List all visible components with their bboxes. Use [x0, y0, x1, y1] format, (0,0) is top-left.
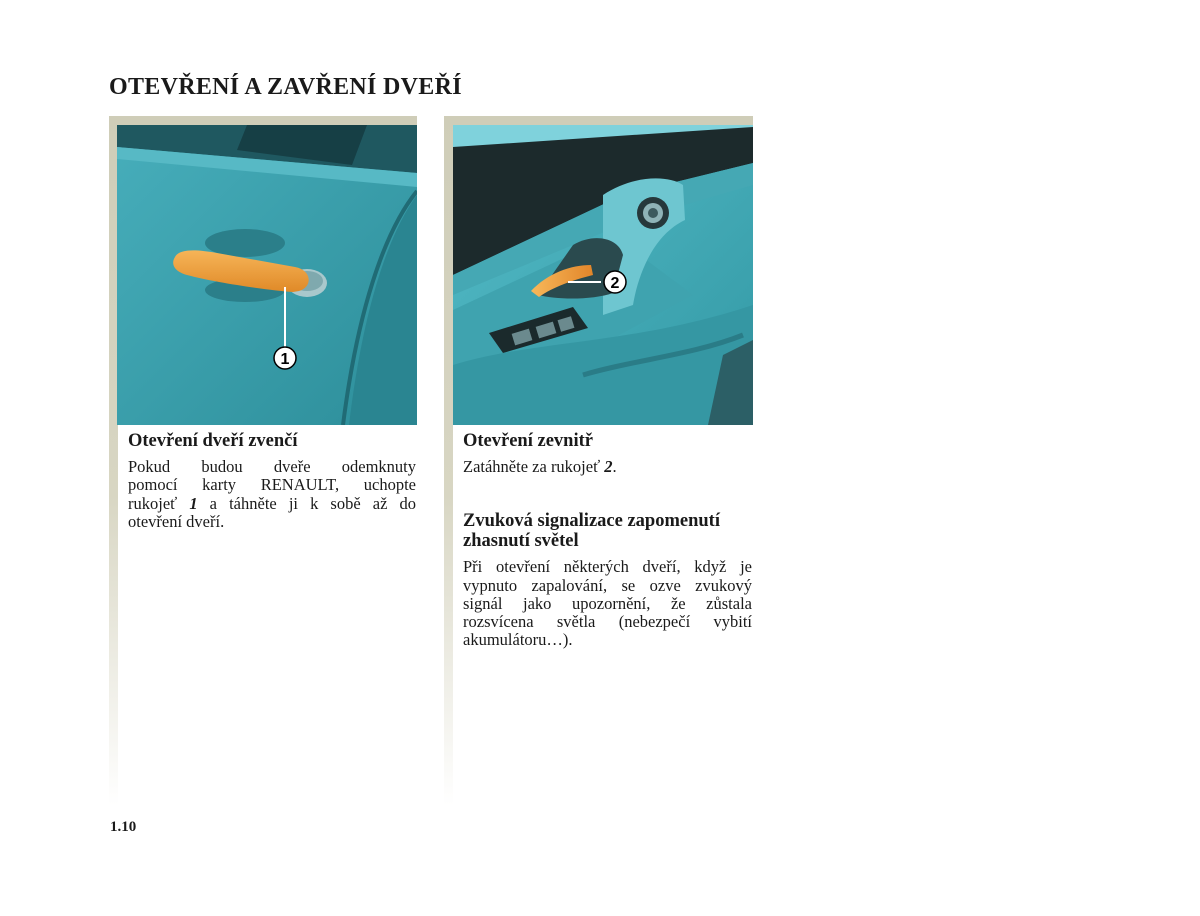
right-text-section — [463, 431, 752, 650]
callout-1: 1 — [280, 351, 290, 368]
interior-door-illustration — [453, 125, 753, 425]
right-column-rule — [444, 116, 453, 806]
light-warning-text — [463, 558, 752, 649]
body-text: Zatáhněte za rukojeť — [463, 457, 601, 476]
body-line: Pokud budou dveře odemknuty — [128, 457, 416, 476]
section-heading-light-warning — [463, 511, 752, 551]
section-heading-interior: Otevření zevnitř — [463, 431, 593, 451]
interior-instructions — [463, 458, 752, 476]
exterior-door-illustration — [117, 125, 417, 425]
body-line: Při otevření některých dveří, když je — [463, 557, 752, 577]
left-text-section — [128, 431, 416, 531]
body-text: rukojeť — [128, 493, 178, 513]
section-heading-exterior: Otevření dveří zvenčí — [128, 431, 298, 451]
page-title: OTEVŘENÍ A ZAVŘENÍ DVEŘÍ — [109, 74, 462, 100]
reference-number: 2 — [604, 457, 613, 476]
heading-line: zhasnutí světel — [463, 531, 579, 552]
reference-number: 1 — [189, 493, 198, 513]
body-text: a táhněte ji k sobě až do — [209, 493, 417, 513]
body-line: otevření dveří. — [128, 511, 225, 531]
body-line: pomocí karty RENAULT, uchopte — [128, 475, 416, 495]
body-line: vypnuto zapalování, se ozve zvukový — [463, 575, 752, 595]
body-line: signál jako upozornění, že zůstala — [463, 593, 752, 613]
interior-door-panel-photo — [453, 125, 753, 425]
exterior-door-handle-photo — [117, 125, 417, 425]
page-number: 1.10 — [110, 819, 137, 835]
body-text: . — [612, 457, 617, 476]
right-column-top-rule — [444, 116, 753, 125]
left-column-top-rule — [109, 116, 417, 125]
heading-line: Zvuková signalizace zapomenutí — [463, 511, 720, 532]
body-line: rozsvícena světla (nebezpečí vybití — [463, 612, 752, 632]
exterior-instructions — [128, 458, 416, 531]
body-line: akumulátoru…). — [463, 630, 573, 650]
body-line — [128, 495, 416, 513]
callout-2: 2 — [610, 275, 620, 292]
